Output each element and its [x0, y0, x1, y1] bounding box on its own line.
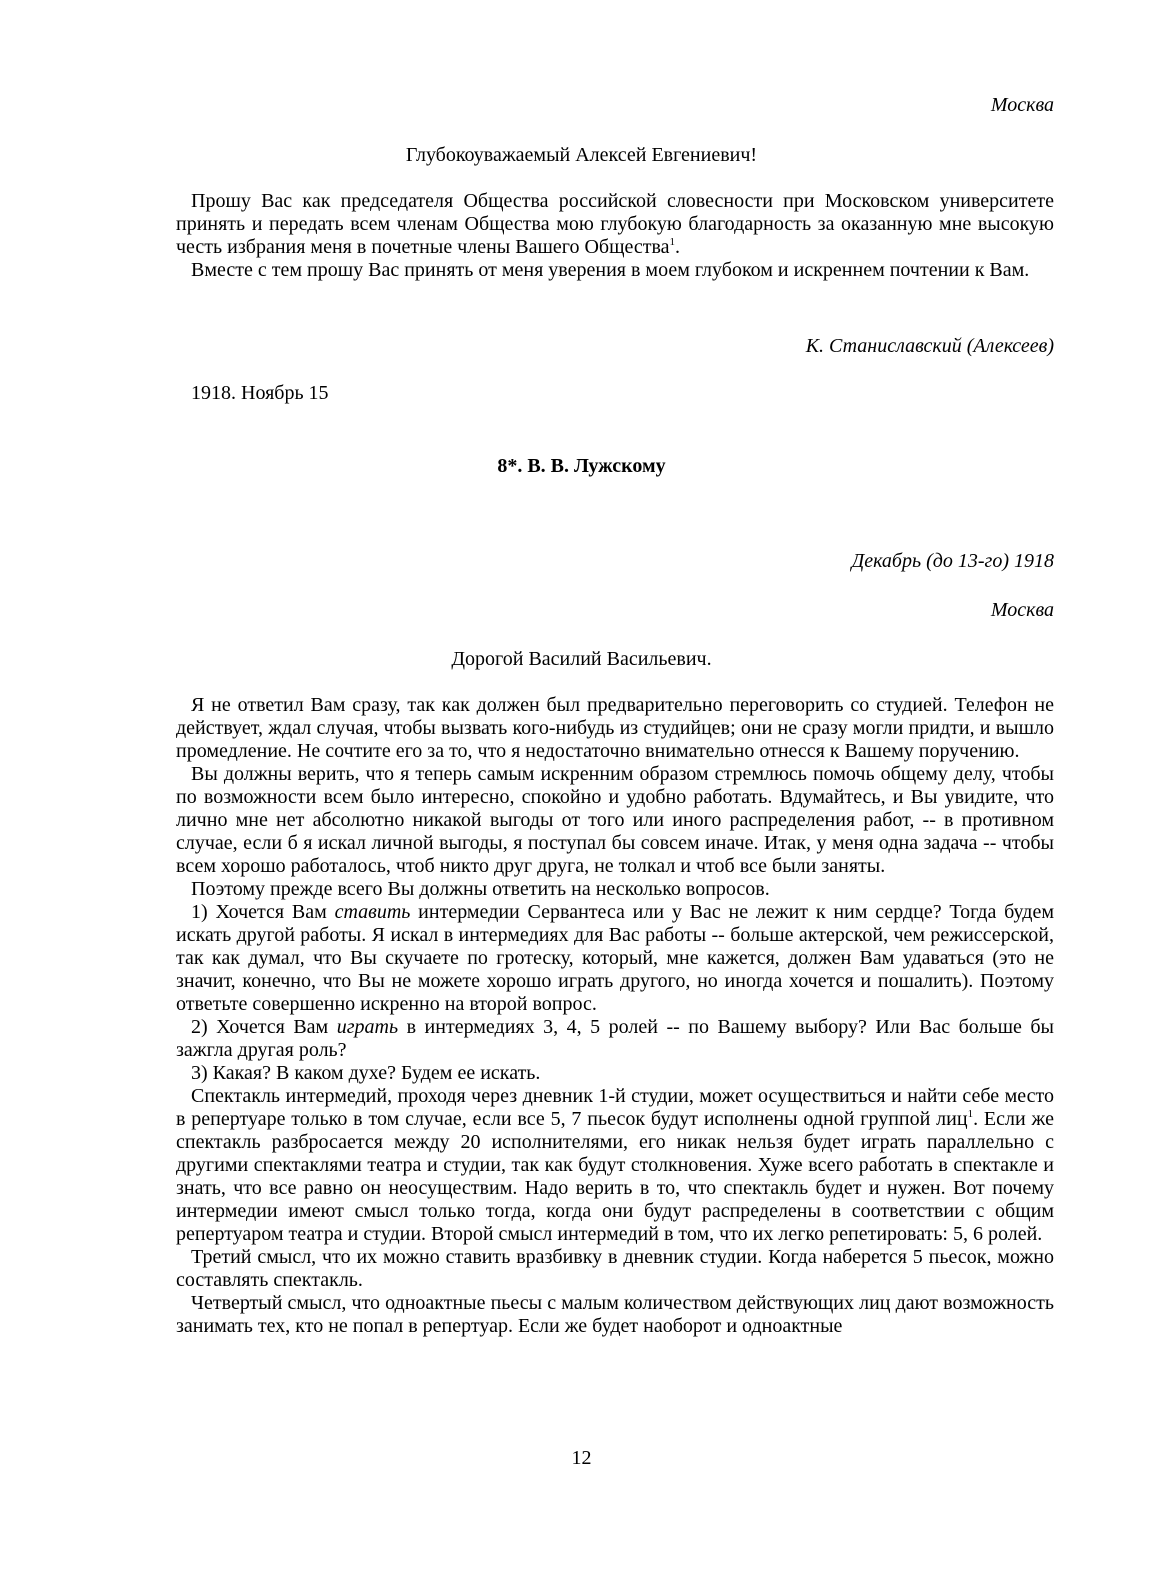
paragraph-text: .	[675, 236, 681, 258]
letter2-date: Декабрь (до 13-го) 1918	[851, 550, 1054, 572]
footnote-ref: 1	[669, 236, 676, 248]
letter2-paragraph: Я не ответил Вам сразу, так как должен был предварительно переговорить со студией. Телефон не действует, ждал случая, чтобы вызвать кого-нибудь из студийцев; они не сразу могли придти, и вышло промедление. Не сочтите его за то, что я недостаточно внимательно отнесся к Вашему поручению.	[176, 694, 1054, 762]
letter1-place: Москва	[990, 94, 1054, 116]
letter1-paragraph	[176, 190, 1054, 259]
letter2-paragraph: Четвертый смысл, что одноактные пьесы с малым количеством действующих лиц дают возможность занимать тех, кто не попал в репертуар. Если же будет наоборот и одноактные	[176, 1292, 1054, 1337]
letter1-date: 1918. Ноябрь 15	[191, 382, 329, 404]
letter2-body	[176, 694, 1054, 1338]
paragraph-text: . Если же спектакль разбросается между 20 исполнителями, его никак нельзя будет играть параллельно с другими спектаклями театра и студии, так как будут столкновения. Хуже всего работать в спектакле и знать, что все равно он неосуществим. Надо верить в то, что спектакль будет и нужен. Вот почему интермедии имеют смысл только тогда, когда они будут распределены в соответствии с общим репертуаром театра и студии. Второй смысл интермедий в том, что их легко репетировать: 5, 6 ролей.	[176, 1108, 1054, 1245]
letter1-paragraph: Вместе с тем прошу Вас принять от меня уверения в моем глубоком и искреннем почтении к Вам.	[191, 259, 1030, 281]
letter2-paragraph: Вы должны верить, что я теперь самым искренним образом стремлюсь помочь общему делу, чтобы по возможности всем было интересно, спокойно и удобно работать. Вдумайтесь, и Вы увидите, что лично мне нет абсолютно никакой выгоды от того или иного распределения работ, -- в противном случае, если б я искал личной выгоды, я поступал бы совсем иначе. Итак, у меня одна задача -- чтобы всем хорошо работалось, чтоб никто друг друга, не толкал и чтоб все были заняты.	[176, 763, 1054, 877]
letter1-body	[176, 190, 1054, 282]
paragraph-text: интермедии Сервантеса или у Вас не лежит к ним сердце? Тогда будем искать другой работы. Я искал в интермедиях для Вас работы -- больше актерской, чем режиссерской, так как думал, что Вы скучаете по гротеску, который, мне кажется, должен Вам удаваться (это не значит, конечно, что Вы не можете хорошо играть другого, но иногда хочется и пошалить). Поэтому ответьте совершенно искренно на второй вопрос.	[176, 901, 1054, 1015]
paragraph-text: Прошу Вас как председателя Общества российской словесности при Московском университете принять и передать всем членам Общества мою глубокую благодарность за оказанную мне высокую честь избрания меня в почетные члены Вашего Общества	[176, 190, 1054, 258]
letter2-paragraph: Третий смысл, что их можно ставить вразбивку в дневник студии. Когда наберется 5 пьесок, можно составлять спектакль.	[176, 1246, 1054, 1291]
letter2-place: Москва	[990, 599, 1054, 621]
heading-text: 8*. В. В. Лужскому	[497, 455, 666, 477]
footnote-ref: 1	[967, 1108, 974, 1120]
letter2-paragraph: 3) Какая? В каком духе? Будем ее искать.	[191, 1062, 541, 1084]
letter1-signature: К. Станиславский (Алексеев)	[805, 335, 1054, 357]
paragraph-text: 2) Хочется Вам	[191, 1016, 337, 1038]
emphasis-text: ставить	[334, 901, 411, 923]
paragraph-text: в интермедиях 3, 4, 5 ролей -- по Вашему выбору? Или Вас больше бы зажгла другая роль?	[176, 1016, 1054, 1061]
letter1-salutation: Глубокоуважаемый Алексей Евгениевич!	[405, 144, 758, 166]
letter2-paragraph	[176, 1016, 1054, 1062]
letter2-salutation: Дорогой Василий Васильевич.	[451, 648, 712, 670]
letter2-paragraph	[176, 901, 1054, 1016]
letter2-paragraph: Поэтому прежде всего Вы должны ответить на несколько вопросов.	[191, 878, 770, 900]
paragraph-text: Спектакль интермедий, проходя через дневник 1-й студии, может осуществиться и найти себе место в репертуаре только в том случае, если все 5, 7 пьесок будут исполнены одной группой лиц	[176, 1085, 1054, 1130]
emphasis-text: играть	[336, 1016, 399, 1038]
page-number: 12	[571, 1447, 592, 1469]
letter2-heading	[0, 455, 1163, 478]
letter2-paragraph	[176, 1085, 1054, 1246]
paragraph-text: 1) Хочется Вам	[191, 901, 335, 923]
